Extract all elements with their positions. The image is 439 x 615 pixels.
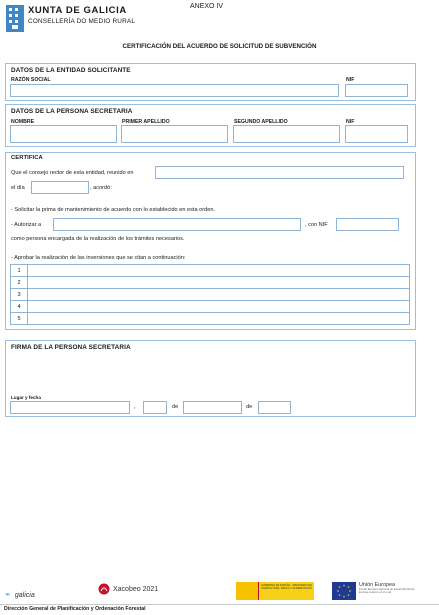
de-label-2: de <box>246 404 253 410</box>
inversion-row[interactable] <box>11 301 409 313</box>
certifica-item1: - Solicitar la prima de mantenimiento de acuerdo con lo establecido en esta orden. <box>11 207 215 213</box>
galicia-logo <box>5 584 35 602</box>
eu-fund-text: Fondo Europeo Agrícola de Desarrollo Rural <box>359 587 415 591</box>
certifica-el-dia: el día <box>11 185 25 191</box>
certifica-con-nif: , con NIF <box>305 222 328 228</box>
nombre-input[interactable] <box>10 125 117 143</box>
certifica-acordo: , acordó: <box>90 185 112 191</box>
autorizar-nif-input[interactable] <box>336 218 399 231</box>
xunta-logo <box>6 5 24 32</box>
signature-title: FIRMA DE LA PERSONA SECRETARIA <box>11 344 131 351</box>
ministerio-logo <box>236 582 314 600</box>
lugar-input[interactable] <box>10 401 130 414</box>
certifica-title: CERTIFICA <box>11 155 43 161</box>
org-department: CONSELLERÍA DO MEDIO RURAL <box>28 18 136 25</box>
footer-divider <box>0 604 439 605</box>
inversion-row[interactable] <box>11 313 409 325</box>
document-title: CERTIFICACIÓN DEL ACUERDO DE SOLICITUD DE SUBVENCIÓN <box>122 43 317 50</box>
fecha-dia-input[interactable] <box>143 401 167 414</box>
certifica-line1: Que el consejo rector de esta entidad, reunido en <box>11 170 134 176</box>
segundo-apellido-input[interactable] <box>233 125 340 143</box>
xacobeo-logo <box>98 583 158 595</box>
annex-label: ANEXO IV <box>190 3 224 10</box>
lugar-fecha-label: Lugar y fecha <box>11 395 41 400</box>
lugar-comma: , <box>134 404 136 410</box>
nombre-label: NOMBRE <box>11 119 35 125</box>
inversion-row-number: 5 <box>11 313 28 325</box>
inversion-row-number: 3 <box>11 289 28 300</box>
xunta-shield-icon <box>6 5 24 32</box>
certifica-persona-encargada: como persona encargada de la realización de los trámites necesarios. <box>11 236 185 242</box>
fecha-ano-input[interactable] <box>258 401 291 414</box>
inversion-row[interactable] <box>11 277 409 289</box>
inversiones-table <box>10 264 410 325</box>
org-name: XUNTA DE GALICIA <box>28 5 127 16</box>
secretary-section-title: DATOS DE LA PERSONA SECRETARIA <box>11 108 133 115</box>
ministerio-logo-text: GOBIERNO DE ESPAÑA · MINISTERIO DE AGRICULTURA, PESCA Y ALIMENTACIÓN <box>259 582 314 600</box>
inversion-row[interactable] <box>11 289 409 301</box>
inversion-row-number: 1 <box>11 265 28 276</box>
fecha-mes-input[interactable] <box>183 401 242 414</box>
gobierno-espana-flag-icon <box>236 582 259 600</box>
autorizar-persona-input[interactable] <box>53 218 301 231</box>
razon-social-input[interactable] <box>10 84 339 97</box>
xacobeo-shell-icon <box>98 583 110 595</box>
footer-direction: Dirección General de Planificación y Ordenación Forestal <box>4 606 146 612</box>
galicia-logo-text: galicia <box>14 592 35 599</box>
eu-title: Unión Europea <box>359 582 395 588</box>
eu-flag-icon <box>332 582 356 600</box>
inversion-row-number: 4 <box>11 301 28 312</box>
secretary-nif-label: NIF <box>346 119 355 125</box>
secretary-nif-input[interactable] <box>345 125 408 143</box>
dia-input[interactable] <box>31 181 89 194</box>
primer-apellido-label: PRIMER APELLIDO <box>122 119 170 125</box>
entity-section-title: DATOS DE LA ENTIDAD SOLICITANTE <box>11 67 131 74</box>
inversion-row-number: 2 <box>11 277 28 288</box>
eu-logo <box>332 582 425 600</box>
primer-apellido-input[interactable] <box>121 125 228 143</box>
certifica-autorizar: - Autorizar a <box>11 222 42 228</box>
eu-motto: Europa invierte en el rural <box>359 590 392 595</box>
entity-nif-label: NIF <box>346 77 355 83</box>
de-label-1: de <box>172 404 179 410</box>
xacobeo-logo-text: Xacobeo 2021 <box>113 585 159 593</box>
segundo-apellido-label: SEGUNDO APELLIDO <box>234 119 288 125</box>
inversion-row[interactable] <box>11 265 409 277</box>
galicia-mark-icon: ⌁ <box>5 589 11 599</box>
entity-nif-input[interactable] <box>345 84 408 97</box>
razon-social-label: RAZÓN SOCIAL <box>11 77 51 83</box>
certifica-item3: - Aprobar la realización de las inversiones que se citan a continuación: <box>11 255 186 261</box>
reunido-en-input[interactable] <box>155 166 404 179</box>
